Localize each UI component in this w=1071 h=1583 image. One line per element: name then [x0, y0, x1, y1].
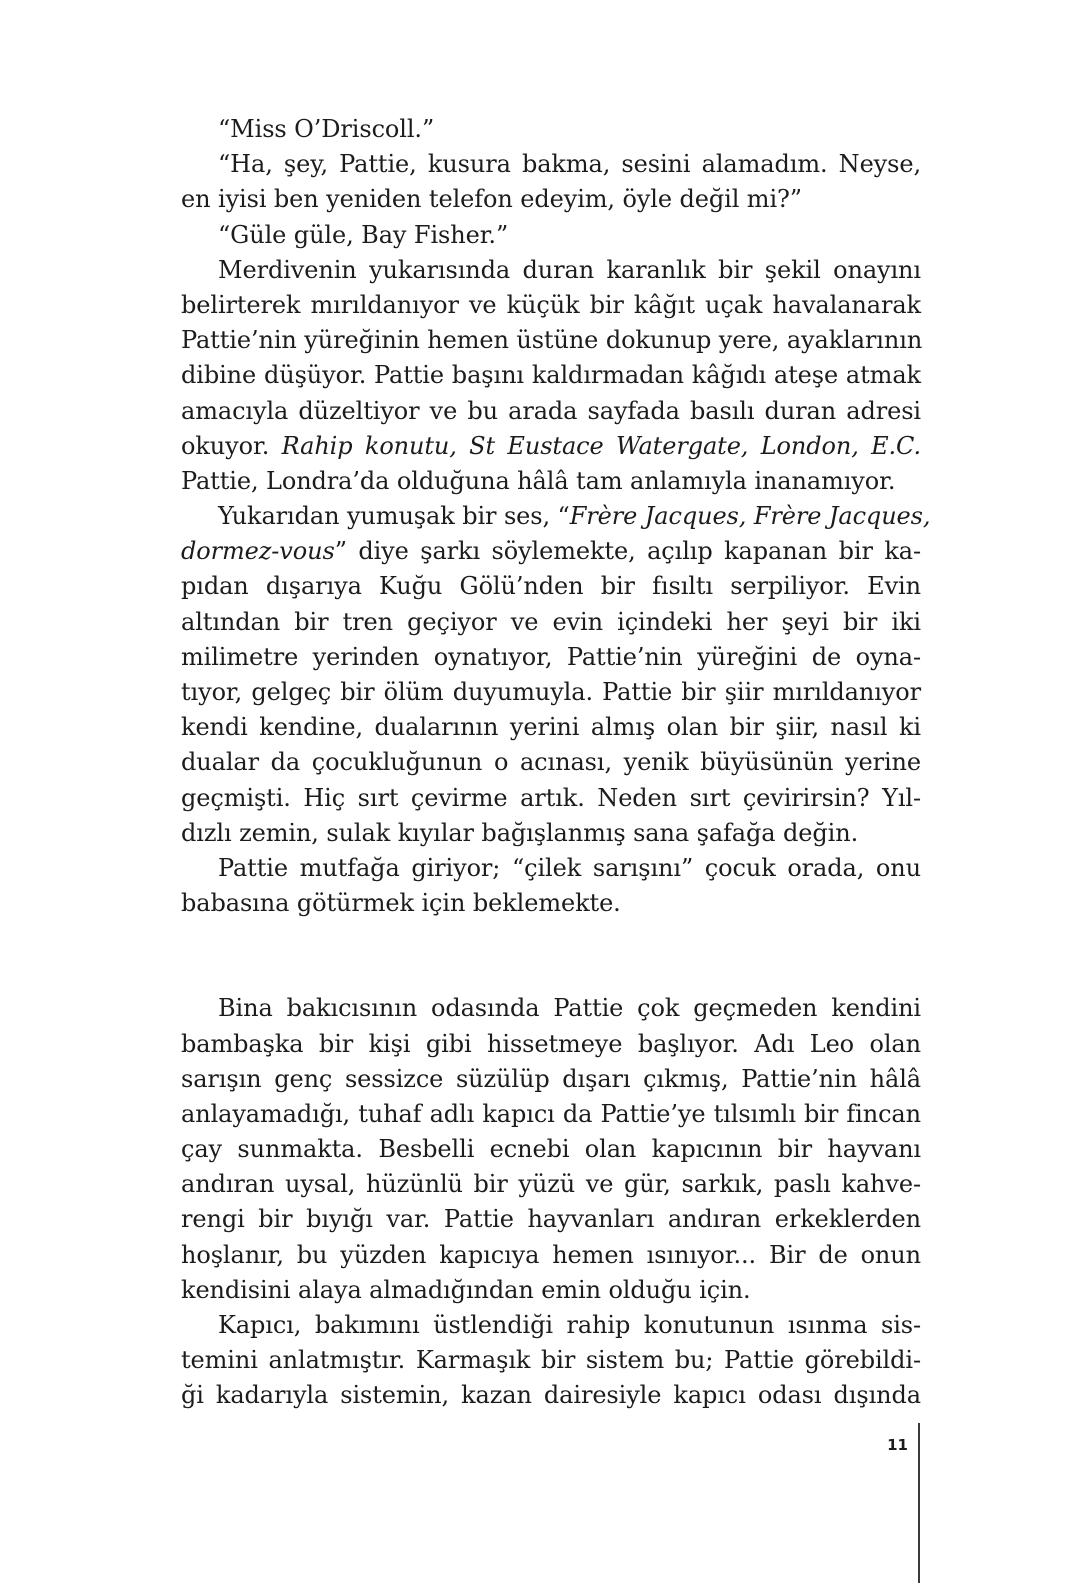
text-run: milimetre yerinden oynatıyor, Pattie’nin yüreğini de oyna-	[181, 642, 921, 671]
page-text	[181, 112, 931, 1414]
text-run: dızlı zemin, sulak kıyılar bağışlanmış sana şafağa değin.	[181, 818, 859, 847]
text-line	[181, 499, 931, 534]
text-run: geçmişti. Hiç sırt çevirme artık. Neden sırt çevirirsin? Yıl-	[181, 783, 921, 812]
text-line	[181, 991, 921, 1026]
section-break	[181, 921, 921, 991]
margin-rule	[918, 1423, 920, 1583]
text-line	[181, 288, 921, 323]
text-line	[181, 1308, 921, 1343]
section-1	[181, 112, 931, 921]
text-line	[181, 1343, 921, 1378]
text-line	[181, 569, 921, 604]
text-line	[181, 605, 921, 640]
text-run: okuyor.	[181, 431, 282, 460]
text-line	[181, 1378, 921, 1413]
text-line	[181, 781, 921, 816]
text-line	[181, 358, 921, 393]
text-run: pıdan dışarıya Kuğu Gölü’nden bir fısıltı serpiliyor. Evin	[181, 572, 921, 601]
text-run: rengi bir bıyığı var. Pattie hayvanları andıran erkeklerden	[181, 1205, 921, 1234]
text-line	[181, 745, 921, 780]
text-run: “Miss O’Driscoll.”	[218, 115, 435, 143]
text-line	[181, 640, 921, 675]
text-line	[181, 323, 921, 358]
text-run: dibine düşüyor. Pattie başını kaldırmadan kâğıdı ateşe atmak	[181, 361, 921, 390]
text-run: “Ha, şey, Pattie, kusura bakma, sesini alamadım. Neyse,	[218, 150, 921, 179]
text-run: Pattie mutfağa giriyor; “çilek sarışını” çocuk orada, onu	[218, 853, 921, 882]
text-run: Merdivenin yukarısında duran karanlık bir şekil onayını	[218, 255, 921, 284]
text-line	[181, 816, 921, 851]
text-run: ” diye şarkı söylemekte, açılıp kapanan bir ka-	[334, 537, 921, 566]
text-run: hoşlanır, bu yüzden kapıcıya hemen ısınıyor... Bir de onun	[181, 1240, 921, 1269]
italic-run: Frère Jacques, Frère Jacques,	[569, 502, 931, 531]
text-line	[181, 710, 921, 745]
text-run: amacıyla düzeltiyor ve bu arada sayfada basılı duran adresi	[181, 396, 921, 425]
text-line	[181, 1273, 921, 1308]
text-run: belirterek mırıldanıyor ve küçük bir kâğıt uçak havalanarak	[181, 290, 921, 319]
text-line	[181, 1202, 921, 1237]
text-run: sarışın genç sessizce süzülüp dışarı çıkmış, Pattie’nin hâlâ	[181, 1064, 921, 1093]
text-line	[181, 1167, 921, 1202]
text-line	[181, 394, 921, 429]
text-run: Bina bakıcısının odasında Pattie çok geçmeden kendini	[218, 994, 921, 1023]
text-line	[181, 429, 921, 464]
text-line	[181, 534, 921, 569]
italic-run: dormez-vous	[181, 537, 335, 566]
text-line	[181, 1097, 921, 1132]
text-run: en iyisi ben yeniden telefon edeyim, öyle değil mi?”	[181, 185, 802, 214]
text-line	[181, 218, 921, 253]
page-number: 11	[887, 1436, 908, 1454]
text-run: tıyor, gelgeç bir ölüm duyumuyla. Pattie bir şiir mırıldanıyor	[181, 678, 921, 706]
text-line	[181, 1027, 921, 1062]
text-run: Kapıcı, bakımını üstlendiği rahip konutunun ısınma sis-	[218, 1311, 921, 1339]
text-run: Pattie’nin yüreğinin hemen üstüne dokunup yere, ayaklarının	[181, 326, 923, 355]
text-line	[181, 851, 921, 886]
text-run: andıran uysal, hüzünlü bir yüzü ve gür, sarkık, paslı kahve-	[181, 1170, 921, 1199]
italic-run: Rahip konutu, St Eustace Watergate, London, E.C.	[281, 431, 921, 460]
text-line	[181, 1132, 921, 1167]
text-run: bambaşka bir kişi gibi hissetmeye başlıyor. Adı Leo olan	[181, 1029, 921, 1058]
text-run: altından bir tren geçiyor ve evin içindeki her şeyi bir iki	[181, 607, 921, 636]
section-2	[181, 991, 921, 1413]
text-line	[181, 182, 921, 217]
text-run: babasına götürmek için beklemekte.	[181, 889, 621, 918]
text-run: dualar da çocukluğunun o acınası, yenik büyüsünün yerine	[181, 748, 921, 777]
text-line	[181, 253, 921, 288]
text-run: kendi kendine, dualarının yerini almış olan bir şiir, nasıl ki	[181, 713, 921, 742]
text-line	[181, 675, 921, 710]
text-line	[181, 464, 921, 499]
text-line	[181, 1062, 921, 1097]
text-line	[181, 112, 921, 147]
text-run: “Güle güle, Bay Fisher.”	[218, 220, 509, 249]
text-run: anlayamadığı, tuhaf adlı kapıcı da Pattie’ye tılsımlı bir fincan	[181, 1099, 921, 1128]
text-line	[181, 147, 921, 182]
text-run: Pattie, Londra’da olduğuna hâlâ tam anlamıyla inanamıyor.	[181, 466, 896, 495]
text-run: ği kadarıyla sistemin, kazan dairesiyle kapıcı odası dışında	[181, 1381, 921, 1410]
text-run: kendisini alaya almadığından emin olduğu için.	[181, 1275, 751, 1304]
text-line	[181, 886, 921, 921]
text-line	[181, 1238, 921, 1273]
text-run: Yukarıdan yumuşak bir ses, “	[218, 502, 570, 531]
text-run: temini anlatmıştır. Karmaşık bir sistem bu; Pattie görebildi-	[181, 1346, 921, 1375]
text-run: çay sunmakta. Besbelli ecnebi olan kapıcının bir hayvanı	[181, 1135, 921, 1164]
